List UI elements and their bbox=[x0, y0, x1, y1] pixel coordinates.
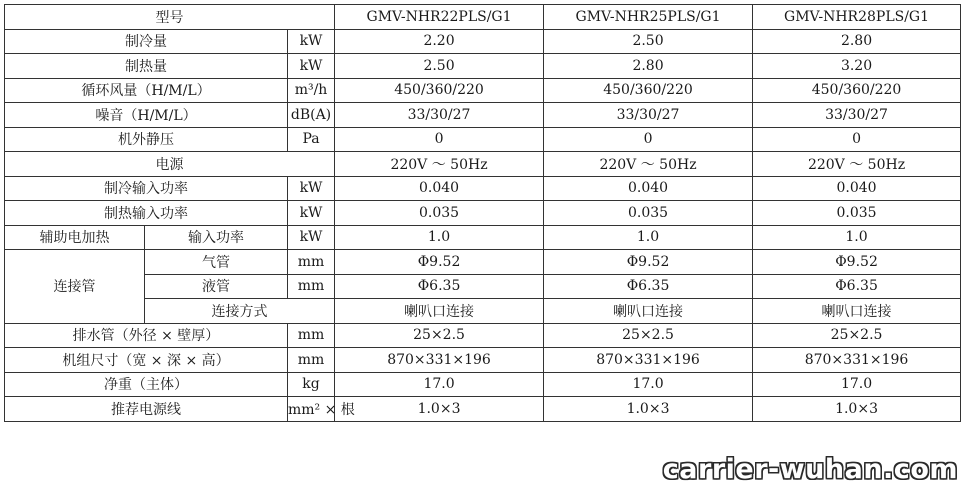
value-cell: 3.20 bbox=[753, 54, 961, 79]
row-label: 连接管 bbox=[5, 250, 145, 324]
spec-table bbox=[4, 4, 961, 422]
model-name-1: GMV-NHR22PLS/G1 bbox=[335, 5, 544, 30]
value-cell: Φ6.35 bbox=[753, 274, 961, 299]
value-cell: 33/30/27 bbox=[335, 103, 544, 128]
value-cell: 2.80 bbox=[753, 29, 961, 54]
value-cell: Φ9.52 bbox=[753, 250, 961, 275]
table-row-aux-heater bbox=[5, 225, 961, 250]
row-label: 电源 bbox=[5, 152, 335, 177]
row-label: 制冷量 bbox=[5, 29, 288, 54]
value-cell: Φ6.35 bbox=[335, 274, 544, 299]
table-row-model bbox=[5, 5, 961, 30]
table-row-drain-pipe bbox=[5, 323, 961, 348]
value-cell: Φ9.52 bbox=[544, 250, 753, 275]
value-cell: 220V ～ 50Hz bbox=[544, 152, 753, 177]
table-row-cooling-input bbox=[5, 176, 961, 201]
row-label: 噪音（H/M/L） bbox=[5, 103, 288, 128]
watermark-text: carrier-wuhan.com bbox=[662, 454, 958, 485]
row-unit: kW bbox=[288, 29, 335, 54]
row-label: 机外静压 bbox=[5, 127, 288, 152]
model-header-label: 型号 bbox=[5, 5, 335, 30]
value-cell: 1.0 bbox=[753, 225, 961, 250]
table-row-liquid-pipe bbox=[5, 274, 961, 299]
value-cell: 2.50 bbox=[335, 54, 544, 79]
table-row-cooling-capacity bbox=[5, 29, 961, 54]
row-label: 机组尺寸（宽 × 深 × 高） bbox=[5, 348, 288, 373]
row-unit: m³/h bbox=[288, 78, 335, 103]
value-cell: 220V ～ 50Hz bbox=[335, 152, 544, 177]
table-row-noise bbox=[5, 103, 961, 128]
value-cell: 0.035 bbox=[335, 201, 544, 226]
table-row-dimensions bbox=[5, 348, 961, 373]
row-sublabel: 输入功率 bbox=[145, 225, 288, 250]
value-cell: 1.0 bbox=[544, 225, 753, 250]
table-row-static-pressure bbox=[5, 127, 961, 152]
value-cell: 33/30/27 bbox=[544, 103, 753, 128]
value-cell: 450/360/220 bbox=[335, 78, 544, 103]
table-row-heating-input bbox=[5, 201, 961, 226]
value-cell: 0.040 bbox=[753, 176, 961, 201]
row-unit: mm bbox=[288, 348, 335, 373]
row-unit: Pa bbox=[288, 127, 335, 152]
value-cell: 450/360/220 bbox=[753, 78, 961, 103]
row-label: 净重（主体） bbox=[5, 372, 288, 397]
row-unit: kg bbox=[288, 372, 335, 397]
value-cell: 25×2.5 bbox=[335, 323, 544, 348]
row-label: 制冷输入功率 bbox=[5, 176, 288, 201]
value-cell: 1.0×3 bbox=[544, 397, 753, 422]
row-unit: kW bbox=[288, 201, 335, 226]
row-label: 制热输入功率 bbox=[5, 201, 288, 226]
row-unit: mm bbox=[288, 274, 335, 299]
row-unit: kW bbox=[288, 176, 335, 201]
row-label: 排水管（外径 × 壁厚） bbox=[5, 323, 288, 348]
value-cell: 0.040 bbox=[544, 176, 753, 201]
table-row-heating-capacity bbox=[5, 54, 961, 79]
row-unit: mm bbox=[288, 323, 335, 348]
value-cell: 450/360/220 bbox=[544, 78, 753, 103]
value-cell: 0 bbox=[544, 127, 753, 152]
row-label: 循环风量（H/M/L） bbox=[5, 78, 288, 103]
value-cell: 17.0 bbox=[544, 372, 753, 397]
value-cell: 17.0 bbox=[753, 372, 961, 397]
row-unit: dB(A) bbox=[288, 103, 335, 128]
value-cell: 0.035 bbox=[544, 201, 753, 226]
table-row-net-weight bbox=[5, 372, 961, 397]
value-cell: 870×331×196 bbox=[544, 348, 753, 373]
value-cell: 870×331×196 bbox=[335, 348, 544, 373]
row-sublabel: 连接方式 bbox=[145, 299, 335, 324]
table-row-power-cable bbox=[5, 397, 961, 422]
value-cell: 喇叭口连接 bbox=[544, 299, 753, 324]
value-cell: 0 bbox=[335, 127, 544, 152]
value-cell: 25×2.5 bbox=[753, 323, 961, 348]
value-cell: 0.040 bbox=[335, 176, 544, 201]
row-label: 制热量 bbox=[5, 54, 288, 79]
row-unit: mm bbox=[288, 250, 335, 275]
value-cell: Φ9.52 bbox=[335, 250, 544, 275]
value-cell: 0.035 bbox=[753, 201, 961, 226]
value-cell: 喇叭口连接 bbox=[335, 299, 544, 324]
table-row-power-supply bbox=[5, 152, 961, 177]
row-unit: kW bbox=[288, 54, 335, 79]
value-cell: 2.20 bbox=[335, 29, 544, 54]
table-row-connection-method bbox=[5, 299, 961, 324]
value-cell: 1.0×3 bbox=[753, 397, 961, 422]
model-name-2: GMV-NHR25PLS/G1 bbox=[544, 5, 753, 30]
table-row-gas-pipe bbox=[5, 250, 961, 275]
value-cell: Φ6.35 bbox=[544, 274, 753, 299]
row-unit: kW bbox=[288, 225, 335, 250]
row-unit: mm² × 根 bbox=[288, 397, 335, 422]
row-label: 推荐电源线 bbox=[5, 397, 288, 422]
value-cell: 0 bbox=[753, 127, 961, 152]
value-cell: 2.50 bbox=[544, 29, 753, 54]
table-row-airflow bbox=[5, 78, 961, 103]
model-name-3: GMV-NHR28PLS/G1 bbox=[753, 5, 961, 30]
value-cell: 25×2.5 bbox=[544, 323, 753, 348]
value-cell: 喇叭口连接 bbox=[753, 299, 961, 324]
value-cell: 1.0 bbox=[335, 225, 544, 250]
value-cell: 2.80 bbox=[544, 54, 753, 79]
value-cell: 1.0×3 bbox=[335, 397, 544, 422]
value-cell: 33/30/27 bbox=[753, 103, 961, 128]
row-sublabel: 液管 bbox=[145, 274, 288, 299]
row-sublabel: 气管 bbox=[145, 250, 288, 275]
row-label: 辅助电加热 bbox=[5, 225, 145, 250]
value-cell: 870×331×196 bbox=[753, 348, 961, 373]
value-cell: 220V ～ 50Hz bbox=[753, 152, 961, 177]
value-cell: 17.0 bbox=[335, 372, 544, 397]
